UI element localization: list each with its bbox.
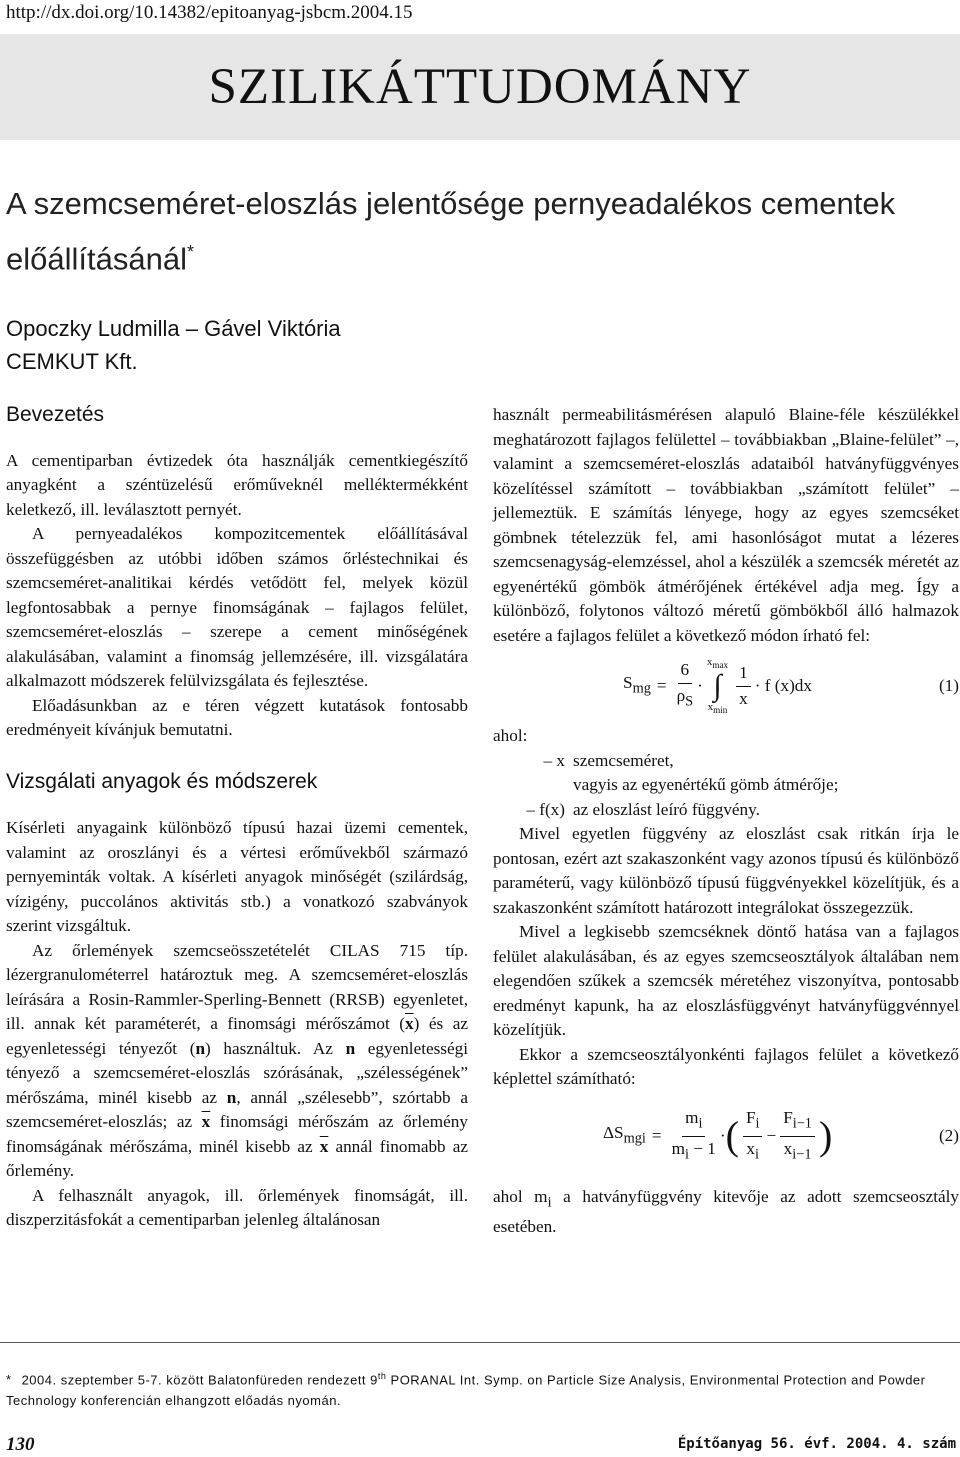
- article-title: [6, 180, 956, 283]
- symbol-n: n: [195, 1038, 206, 1058]
- section-banner-text: SZILIKÁTTUDOMÁNY: [208, 59, 752, 115]
- heading-intro: Bevezetés: [6, 403, 105, 426]
- right-column: [493, 403, 959, 1239]
- heading-methods: Vizsgálati anyagok és módszerek: [6, 769, 318, 793]
- eq1-fraction-2: $\frac{1}{x}$: [736, 661, 751, 711]
- equation-2: $\Delta S_{mgi}$ = $\frac{m_i}{m_i - 1}$ · ( $\frac{F_i}{x_i}$ − $\frac{F_{i-1}}{x_{i-1}}$ ) (2): [603, 1106, 959, 1167]
- eq1-integral: $x_{max}$ ∫ $x_{min}$: [706, 656, 729, 716]
- section-banner: [0, 34, 960, 140]
- journal-reference: Építőanyag 56. évf. 2004. 4. szám: [677, 1436, 956, 1452]
- eq2-lhs: $\Delta S_{mgi}$: [603, 1123, 646, 1147]
- equation-1: $S_{mg}$ = $\frac{6}{\rho_S}$ · $x_{max}$ ∫ $x_{min}$ $\frac{1}{x}$ · f (x)dx (1): [623, 656, 959, 716]
- symbol-n: n: [345, 1038, 356, 1058]
- eq2-fraction-f2: $\frac{F_{i-1}}{x_{i-1}}$: [780, 1106, 815, 1167]
- footnote-divider: [0, 1342, 960, 1343]
- paragraph: Kísérleti anyagaink különböző típusú hazai üzemi cementek, valamint az oroszlányi és a vértesi erőművekből származó pernyeminták voltak. A kísérleti anyagok minőségét (szilárdság, vízigény, puccolános aktivitás stb.) a vonatkozó szabványok szerint vizsgáltuk.: [6, 818, 468, 935]
- eq2-number: (2): [938, 1126, 959, 1146]
- eq1-lhs: $S_{mg}$: [623, 673, 651, 697]
- paragraph-ahol-mi: ahol $m_i$ a hatványfüggvény kitevője az adott szemcseosztály esetében.: [493, 1186, 959, 1236]
- affiliation: CEMKUT Kft.: [6, 349, 138, 374]
- eq2-fraction-m: $\frac{m_i}{m_i - 1}$: [671, 1107, 716, 1163]
- ahol-label: ahol:: [493, 726, 528, 746]
- definition-row: vagyis az egyenértékű gömb átmérője;: [573, 775, 839, 795]
- definition-row: – f(x) az eloszlást leíró függvény.: [526, 799, 760, 819]
- symbol-n: n: [226, 1087, 237, 1107]
- paragraph: Mivel a legkisebb szemcséknek döntő hatása van a fajlagos felület alakulásában, és az egyes szemcseosztályok általában nem elegendően szűkek a szemcsék méretéhez viszonyítva, pontosabb eredményt kapunk, ha az eloszlásfüggvényt hatványfüggvénnyel közelítjük.: [493, 922, 959, 1040]
- left-column: [6, 403, 468, 1233]
- paragraph: Ekkor a szemcseosztályonkénti fajlagos felület a következő képlettel számítható:: [493, 1044, 959, 1089]
- eq1-number: (1): [938, 675, 959, 695]
- paragraph: Mivel egyetlen függvény az eloszlást csak ritkán írja le pontosan, ezért azt szakaszonként vagy azonos típusú és különböző paraméterű, vagy különböző típusú függvényekkel közelítjük, és a szakaszonként számított határozott integrálokat összegezzük.: [493, 824, 959, 917]
- paragraph: A cementiparban évtizedek óta használják cementkiegészítő anyagként a széntüzelésű erőműveknél melléktermékként keletkező, ill. leválasztott pernyét.: [6, 450, 468, 519]
- doi-link[interactable]: http://dx.doi.org/10.14382/epitoanyag-jsbcm.2004.15: [6, 2, 413, 23]
- paragraph: A pernyeadalékos kompozitcementek előállításával összefüggésben az utóbbi időben számos őrléstechnikai és szemcseméret-analitikai kérdés vetődött fel, melyek közül legfontosabbak a pernye finomságának – fajlagos felület, szemcseméret-eloszlás – szerepe a cement minőségének alakulásában, valamint a finomság jellemzésére, ill. vizsgálatára alkalmazott módszerek felülvizsgálata és fejlesztése.: [6, 524, 468, 690]
- article-title-text: A szemcseméret-eloszlás jelentősége pernyeadalékos cementek előállításánál: [6, 186, 896, 277]
- symbol-x-bar: $\overline{x}$: [405, 1014, 414, 1033]
- definition-row: – x szemcseméret,: [543, 750, 674, 770]
- title-footnote-mark: *: [186, 242, 194, 262]
- paragraph: Előadásunkban az e téren végzett kutatások fontosabb eredményeit kívánjuk bemutatni.: [6, 695, 468, 739]
- symbol-x-bar: $\overline{x}$: [201, 1112, 211, 1131]
- eq1-fraction: $\frac{6}{\rho_S}$: [676, 660, 694, 710]
- authors: Opoczky Ludmilla – Gável Viktória: [6, 316, 341, 341]
- eq2-fraction-f1: $\frac{F_i}{x_i}$: [743, 1106, 763, 1167]
- paragraph-rrsb: Az őrlemények szemcseösszetételét CILAS 715 típ. lézergranulométerrel határoztuk meg. A szemcseméret-eloszlás leírására a Rosin-Rammler-Sperling-Bennett (RRSB) egyenletet, ill. annak két paraméterét, a finomsági mérőszámot $(\overline{x})$ és az egyenletességi tényezőt (n) használtuk. Az n egyenletességi tényező a szemcseméret-eloszlás szórásának, „szélességének” mérőszáma, minél kisebb az n, annál „szélesebb”, szórtabb a szemcseméret-eloszlás; az $\overline{x}$ finomsági mérőszám az őrlemény finomságának mérőszáma, minél kisebb az $\overline{x}$ annál finomabb az őrlemény.: [6, 940, 468, 1180]
- paragraph: használt permeabilitásmérésen alapuló Blaine-féle készülékkel meghatározott fajlagos felülettel – továbbiakban „Blaine-felület” –, valamint a szemcseméret-eloszlás adataiból hatványfüggvényes közelítéssel számított – továbbiakban „számított felület” – jellemeztük. E számítás lényege, hogy az egyes szemcséket gömbnek tételezzük fel, ami hasonlóságot mutat a lézeres szemcsenagyság-elemzéssel, ahol a készülék a szemcsék méretét az egyenértékű gömbök átmérőjének értékével adja meg. Így a különböző, folytonos változó méretű gömbökből álló halmazok esetére a fajlagos felület a következő módon írható fel:: [493, 405, 959, 645]
- symbol-x-bar: $\overline{x}$: [319, 1136, 329, 1156]
- footnote: * 2004. szeptember 5-7. között Balatonfüreden rendezett 9th PORANAL Int. Symp. on Particle Size Analysis, Environmental Protection and Powder Technology konferencián elhangzott előadás nyomán.: [6, 1371, 926, 1409]
- author-block: [6, 312, 341, 378]
- paragraph: A felhasznált anyagok, ill. őrlemények finomságát, ill. diszperzitásfokát a cementiparban jelenleg általánosan: [6, 1185, 468, 1229]
- page-number: 130: [6, 1434, 35, 1455]
